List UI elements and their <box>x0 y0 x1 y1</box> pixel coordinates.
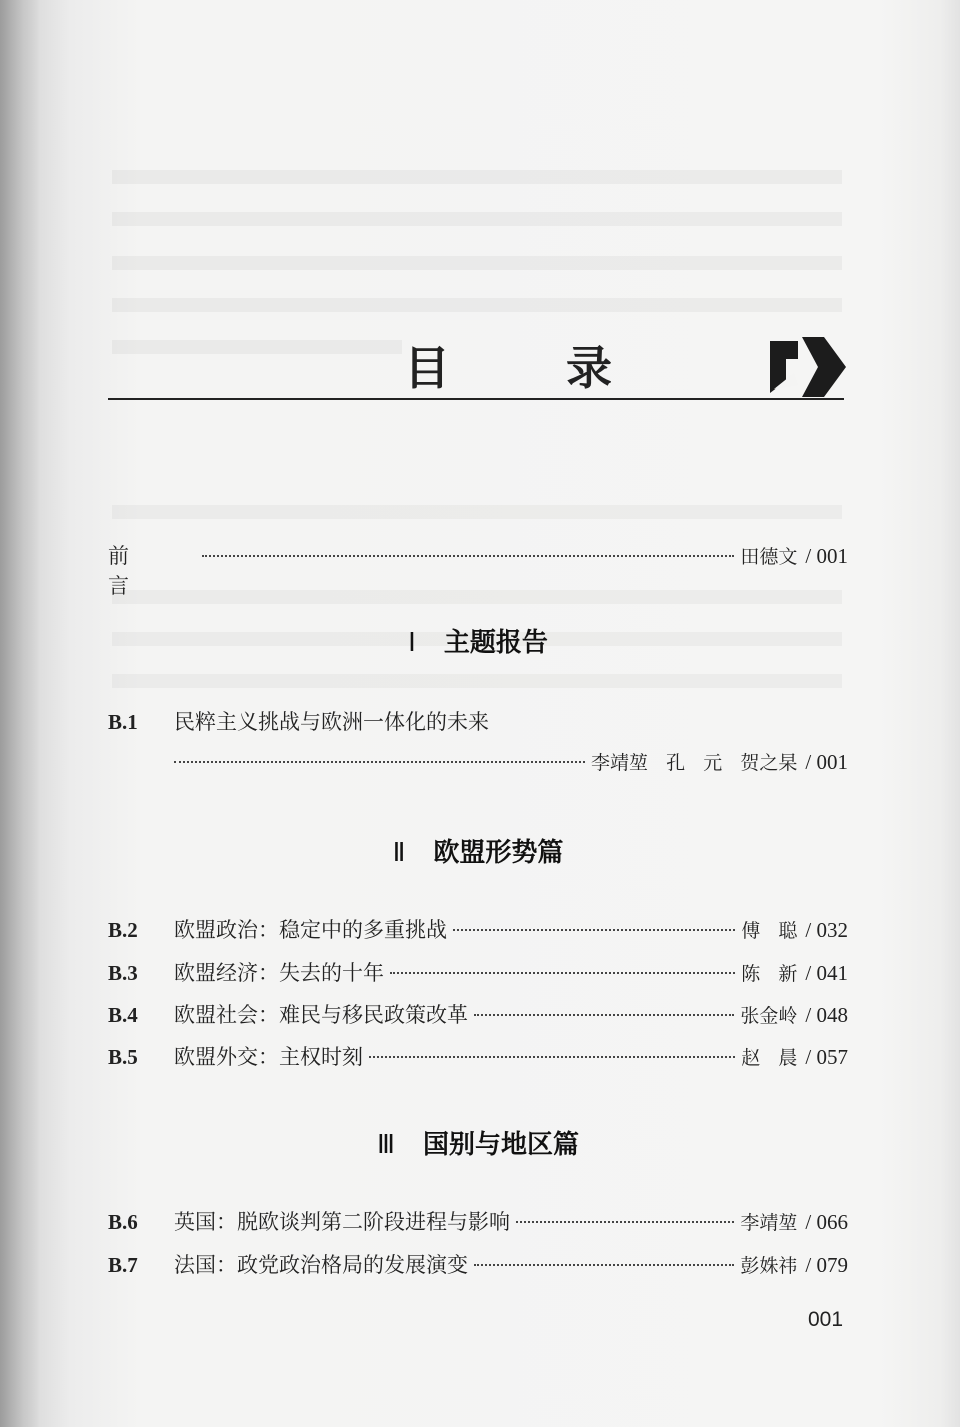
entry-title: 英国：脱欧谈判第二阶段进程与影响 <box>174 1210 510 1234</box>
entry-title: 法国：政党政治格局的发展演变 <box>174 1253 468 1277</box>
section-title: 国别与地区篇 <box>422 1130 579 1160</box>
section-heading-2 <box>108 832 848 869</box>
entry-code: B.5 <box>108 1045 138 1069</box>
page-number: 001 <box>808 1308 844 1331</box>
entry-page: / 032 <box>805 918 848 942</box>
entry-page: / 048 <box>805 1003 848 1027</box>
entry-author: 赵 晨 <box>741 1047 798 1069</box>
title-rule <box>108 398 844 400</box>
entry-page: / 066 <box>805 1210 848 1234</box>
toc-entry-b6[interactable] <box>108 1206 848 1238</box>
entry-code: B.6 <box>108 1210 138 1234</box>
entry-page: / 057 <box>805 1045 848 1069</box>
show-through-line <box>112 212 842 226</box>
section-heading-1 <box>108 622 848 659</box>
entry-author: 李靖堃 孔 元 贺之杲 <box>591 752 798 774</box>
page-spine-shadow <box>0 0 40 1427</box>
toc-entry-b7[interactable] <box>108 1249 848 1281</box>
toc-entry-b3[interactable] <box>108 957 848 989</box>
toc-entry-b5[interactable] <box>108 1041 848 1073</box>
leader-dots <box>474 1014 734 1016</box>
show-through-line <box>112 340 402 354</box>
entry-title: 欧盟外交：主权时刻 <box>174 1045 363 1069</box>
show-through-line <box>112 674 842 688</box>
toc-entry-b4[interactable] <box>108 999 848 1031</box>
entry-page: / 079 <box>805 1253 848 1277</box>
show-through-line <box>112 256 842 270</box>
entry-code: B.4 <box>108 1003 138 1027</box>
show-through-line <box>112 170 842 184</box>
leader-dots <box>474 1264 734 1266</box>
entry-title: 欧盟社会：难民与移民政策改革 <box>174 1003 468 1027</box>
section-title: 欧盟形势篇 <box>433 838 564 868</box>
entry-code: B.3 <box>108 961 138 985</box>
leader-dots <box>202 555 734 557</box>
entry-title: 欧盟政治：稳定中的多重挑战 <box>174 918 447 942</box>
entry-code: B.7 <box>108 1253 138 1277</box>
leader-dots <box>516 1221 734 1223</box>
entry-author: 陈 新 <box>741 963 798 985</box>
leader-dots <box>174 761 585 763</box>
show-through-line <box>112 590 842 604</box>
toc-entry-b2[interactable] <box>108 914 848 946</box>
preface-label: 前 言 <box>108 544 149 598</box>
section-number: Ⅰ <box>408 628 416 657</box>
entry-author: 彭姝祎 <box>740 1255 798 1277</box>
entry-page: / 001 <box>805 750 848 774</box>
toc-entry-preface[interactable] <box>108 540 848 598</box>
entry-title: 民粹主义挑战与欧洲一体化的未来 <box>174 710 489 734</box>
entry-author: 田德文 <box>740 546 798 568</box>
section-title: 主题报告 <box>443 628 548 658</box>
show-through-line <box>112 505 842 519</box>
section-heading-3 <box>108 1124 848 1161</box>
publisher-logo-icon <box>768 333 848 399</box>
leader-dots <box>453 929 735 931</box>
entry-code: B.2 <box>108 918 138 942</box>
toc-entry-b1-title[interactable] <box>108 706 848 738</box>
entry-author: 傅 聪 <box>741 920 798 942</box>
section-number: Ⅲ <box>377 1130 395 1159</box>
toc-entry-b1-byline[interactable] <box>108 748 848 780</box>
entry-author: 李靖堃 <box>740 1212 798 1234</box>
section-number: Ⅱ <box>392 838 406 867</box>
toc-title: 目 录 <box>404 341 663 395</box>
entry-page: / 041 <box>805 961 848 985</box>
leader-dots <box>390 972 735 974</box>
show-through-line <box>112 298 842 312</box>
entry-code: B.1 <box>108 710 138 734</box>
entry-page: / 001 <box>805 544 848 568</box>
leader-dots <box>369 1056 735 1058</box>
entry-title: 欧盟经济：失去的十年 <box>174 961 384 985</box>
entry-author: 张金岭 <box>740 1005 798 1027</box>
